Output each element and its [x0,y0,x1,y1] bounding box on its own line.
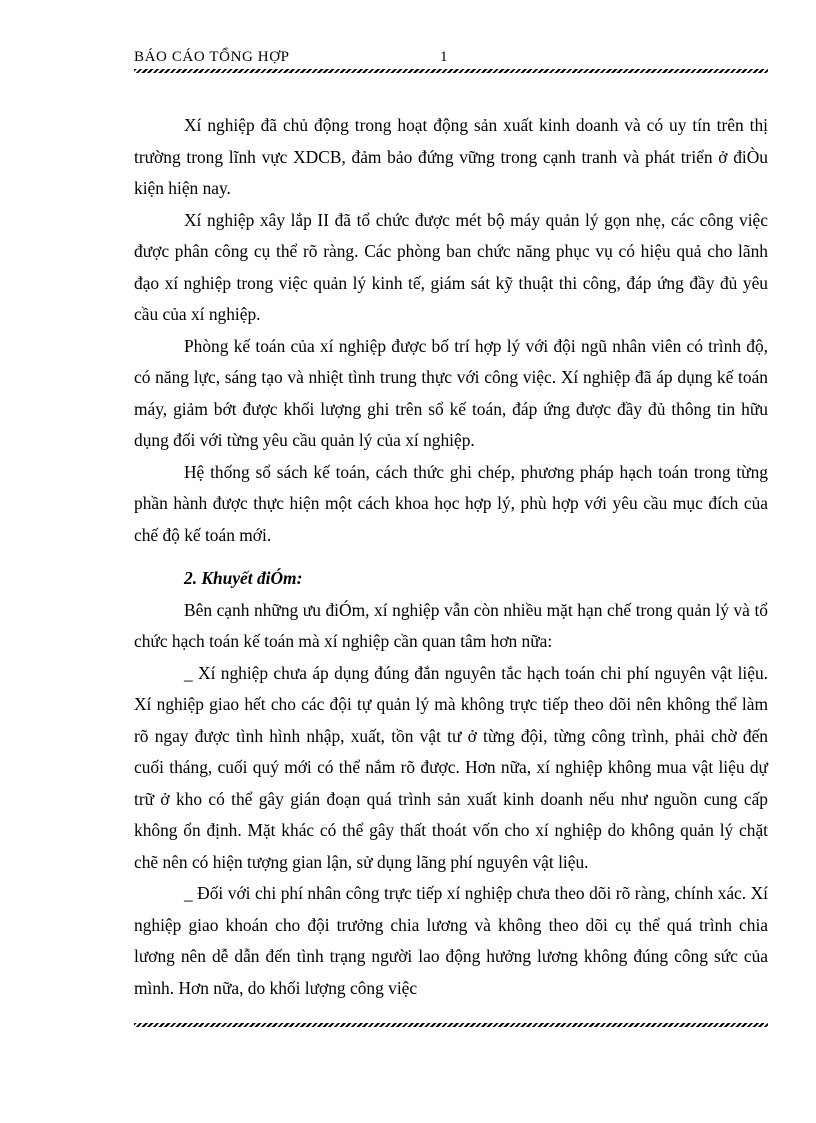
body-paragraph: Bên cạnh những ưu điÓm, xí nghiệp vẫn còn nhiều mặt hạn chế trong quản lý và tổ chức hạch toán kế toán mà xí nghiệp cần quan tâm hơn nữa: [134,599,768,651]
body-paragraph: Xí nghiệp xây lắp II đã tổ chức được mét bộ máy quản lý gọn nhẹ, các công việc được phân công cụ thể rõ ràng. Các phòng ban chức năng phục vụ có hiệu quả cho lãnh đạo xí nghiệp trong việc quản lý kinh tế, giám sát kỹ thuật thi công, đáp ứng đầy đủ yêu cầu của xí nghiệp. [134,209,768,324]
body-paragraph: Xí nghiệp đã chủ động trong hoạt động sản xuất kinh doanh và có uy tín trên thị trường trong lĩnh vực XDCB, đảm bảo đứng vững trong cạnh tranh và phát triển ở điÒu kiện hiện nay. [134,115,768,198]
footer-rule [134,1023,768,1027]
body-paragraph: Phòng kế toán của xí nghiệp được bố trí hợp lý với đội ngũ nhân viên có trình độ, có năng lực, sáng tạo và nhiệt tình trung thực với công việc. Xí nghiệp đã áp dụng kế toán máy, giảm bớt được khối lượng ghi trên sổ kế toán, đáp ứng được đầy đủ thông tin hữu dụng đối với từng yêu cầu quản lý của xí nghiệp. [134,335,768,450]
body-paragraph: _ Xí nghiệp chưa áp dụng đúng đắn nguyên tắc hạch toán chi phí nguyên vật liệu. Xí nghiệp giao hết cho các đội tự quản lý mà không trực tiếp theo dõi nên không thể làm rõ ngay được tình hình nhập, xuất, tồn vật tư ở từng đội, từng công trình, phải chờ đến cuối tháng, cuối quý mới có thể nắm rõ được. Hơn nữa, xí nghiệp không mua vật liệu dự trữ ở kho có thể gây gián đoạn quá trình sản xuất kinh doanh nếu như nguồn cung cấp không ổn định. Mặt khác có thể gây thất thoát vốn cho xí nghiệp do không quản lý chặt chẽ nên có hiện tượng gian lận, sử dụng lãng phí nguyên vật liệu. [134,662,768,872]
page-number: 1 [440,49,448,65]
document-body [134,110,768,1004]
header-title: BÁO CÁO TỔNG HỢP [134,49,290,65]
section-heading: 2. Khuyết điÓm: [184,568,303,588]
body-paragraph: Hệ thống sổ sách kế toán, cách thức ghi chép, phương pháp hạch toán trong từng phần hành được thực hiện một cách khoa học hợp lý, phù hợp với yêu cầu mục đích của chế độ kế toán mới. [134,461,768,545]
body-paragraph: _ Đối với chi phí nhân công trực tiếp xí nghiệp chưa theo dõi rõ ràng, chính xác. Xí nghiệp giao khoán cho đội trưởng chia lương và không theo dõi cụ thể quá trình chia lương nên dễ dẫn đến tình trạng người lao động hưởng lương không đúng công sức của mình. Hơn nữa, do khối lượng công việc [134,883,768,998]
page-header [134,47,768,69]
header-rule [134,69,768,73]
